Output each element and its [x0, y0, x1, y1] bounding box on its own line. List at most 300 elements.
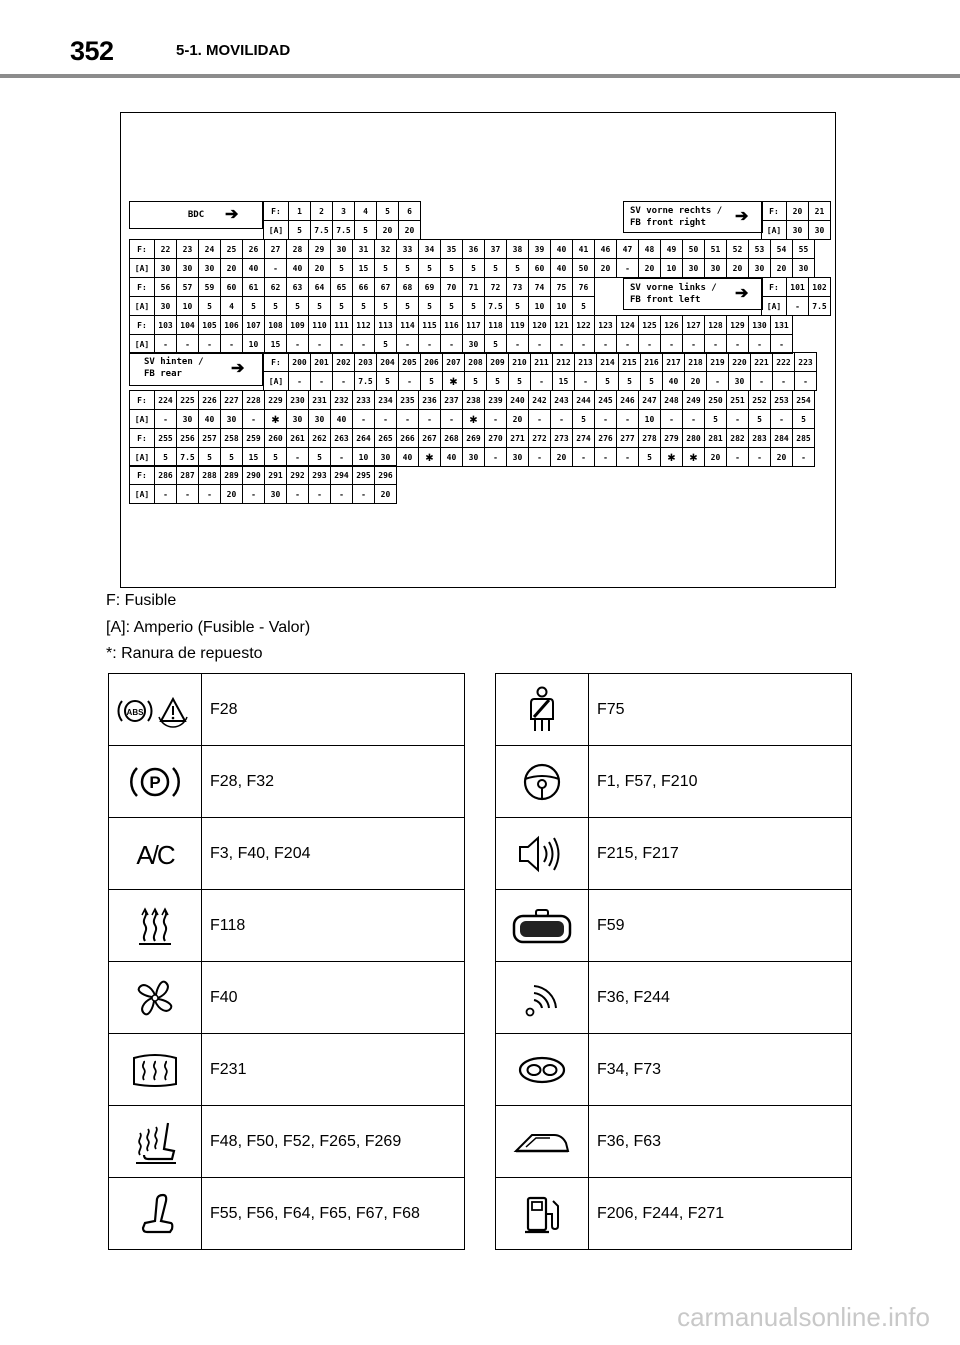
fuse-amp-cell: - [154, 335, 176, 353]
fuse-number-cell: 34 [418, 240, 440, 258]
fuse-amp-cell: 10 [352, 448, 374, 466]
fuse-number-cell: 252 [748, 391, 770, 409]
fuse-amp-cell: - [286, 448, 308, 466]
fuse-number-cell: 259 [242, 429, 264, 447]
fuse-number-cell: 114 [396, 316, 418, 334]
fuse-amp-cell: 30 [176, 410, 198, 428]
fuse-number-cell: 75 [550, 278, 572, 296]
fuse-number-cell: 74 [528, 278, 550, 296]
fuse-amp-cell: - [550, 410, 572, 428]
fuse-amp-cell: - [330, 448, 352, 466]
fuse-amp-cell: - [616, 410, 638, 428]
fuse-number-cell: 226 [198, 391, 220, 409]
fuse-amp-cell: 5 [792, 410, 814, 428]
fuse-amp-line [130, 296, 594, 315]
fuse-amp-cell: 50 [572, 259, 594, 277]
amp-header-label: [A] [268, 376, 284, 386]
fuse-amp-cell: 20 [594, 259, 616, 277]
fuse-amp-cell: 30 [286, 410, 308, 428]
table-row [109, 746, 465, 818]
fuse-amp-cell: ✱ [682, 448, 704, 466]
fuse-amp-cell: 40 [286, 259, 308, 277]
fuse-number-cell: 50 [682, 240, 704, 258]
fuse-number-cell: 125 [638, 316, 660, 334]
table-row [496, 746, 852, 818]
fuse-list: F3, F40, F204 [202, 818, 465, 890]
fuse-number-cell: 236 [418, 391, 440, 409]
fuse-list: F1, F57, F210 [589, 746, 852, 818]
fuse-number-cell: 3 [332, 202, 354, 220]
fuse-number-cell: 76 [572, 278, 594, 296]
table-row [496, 1106, 852, 1178]
fuse-amp-cell: 5 [374, 297, 396, 315]
fuse-amp-line [762, 220, 830, 239]
fuse-number-cell: 122 [572, 316, 594, 334]
fuse-number-cell: 229 [264, 391, 286, 409]
fuse-number-cell: 70 [440, 278, 462, 296]
fuse-amp-cell: - [396, 335, 418, 353]
fuse-amp-cell: - [748, 335, 770, 353]
table-row [496, 962, 852, 1034]
fuse-number-cell: 278 [638, 429, 660, 447]
fuse-list: F28, F32 [202, 746, 465, 818]
header-rule [0, 74, 960, 78]
fuse-amp-cell: 5 [396, 259, 418, 277]
fuse-amp-cell: 30 [704, 259, 726, 277]
fuse-number-cell: 29 [308, 240, 330, 258]
fuse-amp-cell: 20 [726, 259, 748, 277]
fuse-number-cell: 212 [552, 353, 574, 371]
fuse-header-label: F: [137, 320, 147, 330]
fuse-amp-cell: 30 [728, 372, 750, 390]
fuse-amp-cell: - [750, 372, 772, 390]
fuse-amp-cell: 20 [684, 372, 706, 390]
svg-text:ABS: ABS [126, 707, 144, 717]
speaker-icon [496, 818, 589, 890]
fuse-number-cell: 69 [418, 278, 440, 296]
fuse-amp-line [130, 447, 814, 466]
amp-header-label: [A] [268, 225, 284, 235]
fuse-number-cell: 247 [638, 391, 660, 409]
fuse-number-cell: 238 [462, 391, 484, 409]
fuse-amp-cell: 20 [638, 259, 660, 277]
fuse-number-cell: 126 [660, 316, 682, 334]
arrow-right-icon: ➔ [231, 360, 245, 377]
fuse-number-cell: 253 [770, 391, 792, 409]
fuse-number-cell: 111 [330, 316, 352, 334]
fuse-number-cell: 214 [596, 353, 618, 371]
fuse-number-cell: 62 [264, 278, 286, 296]
fuse-number-cell: 124 [616, 316, 638, 334]
fuse-amp-cell: - [242, 485, 264, 503]
fuse-number-cell: 116 [440, 316, 462, 334]
fuse-number-cell: 33 [396, 240, 418, 258]
fuse-number-cell: 276 [594, 429, 616, 447]
fuse-amp-cell: - [330, 485, 352, 503]
heat-icon [109, 890, 202, 962]
fuse-number-cell: 37 [484, 240, 506, 258]
fuse-header-label: F: [137, 282, 147, 292]
fuse-amp-cell: - [682, 335, 704, 353]
fuse-header-label: F: [271, 357, 281, 367]
legend-amp: [A]: Amperio (Fusible - Valor) [106, 619, 311, 636]
fuse-amp-cell: 5 [198, 297, 220, 315]
fuse-amp-cell: 15 [352, 259, 374, 277]
fuse-amp-cell: 30 [808, 221, 830, 239]
fuse-amp-cell: 7.5 [484, 297, 506, 315]
fuse-amp-cell: 5 [440, 259, 462, 277]
fuse-amp-cell: 5 [462, 297, 484, 315]
fuse-amp-cell: 30 [748, 259, 770, 277]
fuse-number-cell: 2 [310, 202, 332, 220]
fuse-row [129, 315, 793, 354]
fuse-number-cell: 245 [594, 391, 616, 409]
fuse-amp-cell: - [660, 410, 682, 428]
fuse-number-cell: 222 [772, 353, 794, 371]
fuse-amp-cell: 5 [418, 297, 440, 315]
fuse-amp-cell: ✱ [660, 448, 682, 466]
fuse-number-cell: 60 [220, 278, 242, 296]
fuse-amp-cell: 15 [242, 448, 264, 466]
fuse-number-cell: 251 [726, 391, 748, 409]
fuse-number-cell: 201 [310, 353, 332, 371]
fuse-number-cell: 277 [616, 429, 638, 447]
fuse-number-cell: 206 [420, 353, 442, 371]
fuse-amp-cell: ✱ [442, 372, 464, 390]
fuse-amp-cell: 5 [330, 297, 352, 315]
fuse-number-cell: 249 [682, 391, 704, 409]
fuse-number-cell: 285 [792, 429, 814, 447]
fuse-number-cell: 204 [376, 353, 398, 371]
fuse-amp-cell: - [154, 410, 176, 428]
fuse-amp-cell: - [220, 335, 242, 353]
fuse-number-cell: 216 [640, 353, 662, 371]
fuse-number-cell: 38 [506, 240, 528, 258]
table-row [109, 1034, 465, 1106]
fuse-amp-cell: 5 [376, 372, 398, 390]
fuse-number-cell: 220 [728, 353, 750, 371]
steering-wheel-icon [496, 746, 589, 818]
fuse-amp-cell: 7.5 [176, 448, 198, 466]
fuse-amp-cell: 5 [264, 448, 286, 466]
fuse-number-cell: 106 [220, 316, 242, 334]
fuse-number-cell: 284 [770, 429, 792, 447]
fuse-amp-cell: - [594, 335, 616, 353]
fuse-number-cell: 5 [376, 202, 398, 220]
abs-warning-icon [109, 674, 202, 746]
fuse-amp-cell: - [352, 485, 374, 503]
fuse-amp-cell: - [398, 372, 420, 390]
fuse-amp-cell: - [242, 410, 264, 428]
fuse-header-label: F: [137, 433, 147, 443]
fuse-number-cell: 286 [154, 466, 176, 484]
fuse-amp-cell: - [418, 410, 440, 428]
fuse-row [761, 277, 831, 316]
fuse-amp-cell: 4 [220, 297, 242, 315]
fuse-amp-cell: - [572, 448, 594, 466]
fuse-number-cell: 107 [242, 316, 264, 334]
fuse-number-cell: 240 [506, 391, 528, 409]
fuse-amp-cell: 20 [376, 221, 398, 239]
fuse-number-cell: 108 [264, 316, 286, 334]
fuse-number-cell: 271 [506, 429, 528, 447]
fuse-amp-cell: 10 [550, 297, 572, 315]
table-row [109, 1106, 465, 1178]
amp-header-label: [A] [134, 263, 150, 273]
fuse-number-cell: 131 [770, 316, 792, 334]
arrow-right-icon: ➔ [735, 285, 749, 302]
fuse-amp-cell: 5 [308, 297, 330, 315]
fuse-number-cell: 291 [264, 466, 286, 484]
fuse-list: F59 [589, 890, 852, 962]
fuse-number-cell: 237 [440, 391, 462, 409]
fuse-number-cell: 223 [794, 353, 816, 371]
fuse-amp-cell: - [332, 372, 354, 390]
fuse-amp-cell: 40 [662, 372, 684, 390]
fuse-amp-cell: - [286, 485, 308, 503]
fuse-amp-cell: 5 [484, 259, 506, 277]
fuse-amp-cell: 5 [640, 372, 662, 390]
fuse-number-cell: 52 [726, 240, 748, 258]
fuse-number-cell: 273 [550, 429, 572, 447]
watermark: carmanualsonline.info [677, 1302, 930, 1332]
fan-icon [109, 962, 202, 1034]
fuse-amp-cell: 40 [198, 410, 220, 428]
fuse-amp-cell: - [418, 335, 440, 353]
fuse-amp-cell: 30 [264, 485, 286, 503]
page-header [0, 0, 960, 78]
fuse-amp-cell: 20 [770, 259, 792, 277]
fuse-amp-cell: - [440, 335, 462, 353]
fuse-amp-cell: 30 [176, 259, 198, 277]
fuse-number-cell: 71 [462, 278, 484, 296]
fuse-amp-cell: - [176, 485, 198, 503]
fuse-amp-cell: 5 [396, 297, 418, 315]
fuse-amp-cell: 40 [330, 410, 352, 428]
fuse-number-cell: 215 [618, 353, 640, 371]
sunroof-icon [496, 1106, 589, 1178]
fuse-row [263, 352, 817, 391]
fuse-number-cell: 130 [748, 316, 770, 334]
fuse-number-cell: 250 [704, 391, 726, 409]
fuse-amp-cell: 15 [264, 335, 286, 353]
fuse-number-cell: 218 [684, 353, 706, 371]
arrow-right-icon: ➔ [225, 206, 239, 223]
fuse-number-line [130, 316, 792, 334]
fuse-list: F40 [202, 962, 465, 1034]
fuse-number-cell: 232 [330, 391, 352, 409]
fuse-amp-line [762, 296, 830, 315]
fuse-amp-cell: 5 [354, 221, 376, 239]
fuse-row [129, 239, 815, 278]
fuse-amp-cell: - [616, 335, 638, 353]
fuse-number-cell: 47 [616, 240, 638, 258]
fuse-number-cell: 26 [242, 240, 264, 258]
fuse-number-cell: 4 [354, 202, 376, 220]
fuse-number-cell: 255 [154, 429, 176, 447]
fuse-number-line [130, 391, 814, 409]
fuse-number-cell: 234 [374, 391, 396, 409]
svg-text:A/C: A/C [136, 839, 174, 870]
fuse-amp-cell: ✱ [462, 410, 484, 428]
fuse-number-cell: 40 [550, 240, 572, 258]
fuse-number-cell: 270 [484, 429, 506, 447]
fuse-number-cell: 39 [528, 240, 550, 258]
fuse-number-cell: 21 [808, 202, 830, 220]
fuse-number-cell: 103 [154, 316, 176, 334]
fuse-amp-cell: - [574, 372, 596, 390]
fuse-amp-cell: 5 [374, 335, 396, 353]
fuse-amp-cell: - [374, 410, 396, 428]
fuse-amp-line [130, 409, 814, 428]
rear-defrost-icon [109, 1034, 202, 1106]
fuse-row [263, 201, 421, 240]
fuse-amp-cell: - [706, 372, 728, 390]
fuse-amp-cell: 10 [176, 297, 198, 315]
fuse-number-cell: 210 [508, 353, 530, 371]
fuse-amp-cell: - [748, 448, 770, 466]
fuse-amp-cell: 5 [462, 259, 484, 277]
fuse-amp-cell: 5 [288, 221, 310, 239]
fuse-amp-cell: 5 [464, 372, 486, 390]
fuse-header-label: F: [769, 282, 779, 292]
fuse-amp-cell: 30 [682, 259, 704, 277]
fuse-amp-cell: 5 [506, 259, 528, 277]
fuse-amp-cell: 30 [374, 448, 396, 466]
fuse-amp-cell: - [530, 372, 552, 390]
fuse-amp-line [264, 220, 420, 239]
fuse-number-line [762, 278, 830, 296]
amp-header-label: [A] [134, 301, 150, 311]
fuse-list: F215, F217 [589, 818, 852, 890]
fuse-amp-cell: - [352, 335, 374, 353]
fuse-number-cell: 205 [398, 353, 420, 371]
fuse-number-cell: 202 [332, 353, 354, 371]
fuse-list: F118 [202, 890, 465, 962]
fuse-amp-cell: 5 [352, 297, 374, 315]
fuse-number-cell: 31 [352, 240, 374, 258]
fuse-number-cell: 262 [308, 429, 330, 447]
fuse-number-cell: 283 [748, 429, 770, 447]
bdc-label: BDC [129, 201, 263, 229]
table-row [109, 674, 465, 746]
fuse-number-line [762, 202, 830, 220]
fuse-amp-cell: - [484, 410, 506, 428]
fuse-list: F34, F73 [589, 1034, 852, 1106]
fuse-number-cell: 118 [484, 316, 506, 334]
fuse-number-cell: 24 [198, 240, 220, 258]
fuse-number-cell: 260 [264, 429, 286, 447]
fuse-list: F28 [202, 674, 465, 746]
fuse-amp-cell: 5 [748, 410, 770, 428]
fuse-amp-cell: 5 [508, 372, 530, 390]
fuse-number-cell: 239 [484, 391, 506, 409]
fuse-number-cell: 112 [352, 316, 374, 334]
fuse-number-cell: 64 [308, 278, 330, 296]
fuse-number-line [130, 240, 814, 258]
fuse-amp-cell: 60 [528, 259, 550, 277]
fuse-number-cell: 203 [354, 353, 376, 371]
fuse-number-cell: 110 [308, 316, 330, 334]
fuse-header-label: F: [769, 206, 779, 216]
fuse-number-cell: 123 [594, 316, 616, 334]
fuse-amp-cell: 10 [242, 335, 264, 353]
ac-icon [109, 818, 202, 890]
fuse-amp-cell: ✱ [418, 448, 440, 466]
fuse-number-cell: 105 [198, 316, 220, 334]
fuse-amp-cell: 5 [374, 259, 396, 277]
sv-front-right-label: SV vorne rechts / FB front right [623, 201, 763, 233]
fuse-amp-cell: - [704, 335, 726, 353]
fuse-number-cell: 228 [242, 391, 264, 409]
fuse-amp-cell: 5 [704, 410, 726, 428]
fuse-row [129, 277, 595, 316]
fuse-amp-cell: 5 [198, 448, 220, 466]
fuse-number-cell: 279 [660, 429, 682, 447]
amp-header-label: [A] [134, 414, 150, 424]
mirror-icon [496, 890, 589, 962]
fuse-amp-cell: 5 [618, 372, 640, 390]
fuse-number-cell: 221 [750, 353, 772, 371]
fuse-number-cell: 55 [792, 240, 814, 258]
seatbelt-icon [496, 674, 589, 746]
fuse-amp-cell: 30 [154, 259, 176, 277]
fuse-amp-cell: 10 [528, 297, 550, 315]
parking-brake-icon [109, 746, 202, 818]
fuse-number-line [130, 278, 594, 296]
fuse-number-cell: 207 [442, 353, 464, 371]
fuse-number-cell: 246 [616, 391, 638, 409]
fuse-number-cell: 265 [374, 429, 396, 447]
fuse-amp-cell: - [772, 372, 794, 390]
sv-rear-label: SV hinten / FB rear [129, 352, 263, 386]
fuse-number-cell: 73 [506, 278, 528, 296]
fuse-amp-cell: 5 [506, 297, 528, 315]
fuse-number-cell: 117 [462, 316, 484, 334]
fuse-amp-cell: 20 [704, 448, 726, 466]
fuse-number-cell: 101 [786, 278, 808, 296]
fuse-number-cell: 282 [726, 429, 748, 447]
fuse-header-label: F: [137, 395, 147, 405]
fuse-amp-cell: 40 [242, 259, 264, 277]
sv-front-left-label: SV vorne links / FB front left [623, 278, 763, 310]
fuse-number-cell: 56 [154, 278, 176, 296]
interior-light-icon [496, 1034, 589, 1106]
page-number: 352 [70, 36, 114, 66]
fuse-number-cell: 243 [550, 391, 572, 409]
fuse-amp-cell: 5 [154, 448, 176, 466]
fuse-number-cell: 264 [352, 429, 374, 447]
fuse-amp-cell: - [528, 335, 550, 353]
fuse-number-cell: 217 [662, 353, 684, 371]
fuse-amp-cell: 5 [638, 448, 660, 466]
fuse-number-cell: 256 [176, 429, 198, 447]
fuse-amp-cell: - [594, 410, 616, 428]
fuse-amp-cell: - [794, 372, 816, 390]
fuse-number-cell: 48 [638, 240, 660, 258]
amp-header-label: [A] [766, 301, 782, 311]
fuse-number-cell: 208 [464, 353, 486, 371]
fuse-number-cell: 200 [288, 353, 310, 371]
fuse-amp-cell: - [638, 335, 660, 353]
fuse-number-cell: 227 [220, 391, 242, 409]
fuse-number-cell: 280 [682, 429, 704, 447]
fuse-number-cell: 32 [374, 240, 396, 258]
fuse-number-line [264, 202, 420, 220]
fuse-row [761, 201, 831, 240]
fuse-list: F75 [589, 674, 852, 746]
fuse-amp-cell: - [528, 448, 550, 466]
